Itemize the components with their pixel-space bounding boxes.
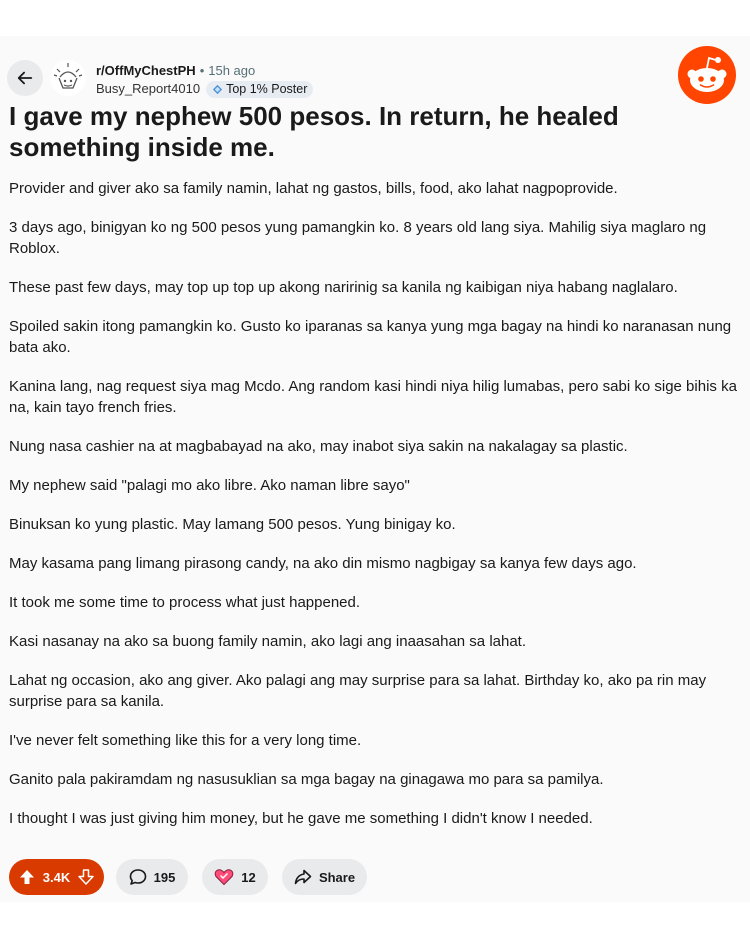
post-title: I gave my nephew 500 pesos. In return, he healed something inside me. bbox=[9, 101, 619, 162]
post-time: 15h ago bbox=[208, 63, 256, 78]
post-paragraph: May kasama pang limang pirasong candy, na ako din mismo nagbigay sa kanya few days ago. bbox=[9, 555, 637, 572]
back-button[interactable] bbox=[7, 60, 43, 96]
post-paragraph: Nung nasa cashier na at magbabayad na ako, may inabot siya sakin na nakalagay sa plastic. bbox=[9, 438, 628, 455]
flair-badge-label: Top 1% Poster bbox=[226, 82, 308, 96]
post-paragraph: I've never felt something like this for a very long time. bbox=[9, 732, 362, 749]
username-link[interactable]: Busy_Report4010 bbox=[96, 81, 201, 96]
reddit-logo bbox=[677, 45, 737, 105]
avatar-sketch-icon bbox=[51, 61, 85, 95]
award-button[interactable] bbox=[202, 859, 268, 895]
comment-bubble-icon bbox=[129, 868, 147, 886]
post-meta bbox=[96, 62, 255, 80]
user-flair-badge bbox=[206, 81, 313, 98]
subreddit-link[interactable]: r/OffMyChestPH bbox=[96, 63, 196, 78]
post-paragraph: Kanina lang, nag request siya mag Mcdo. Ang random kasi hindi niya hilig lumabas, pero sabi ko sige bihis ka na, kain tayo french fries. bbox=[9, 378, 737, 416]
post-paragraph: Binuksan ko yung plastic. May lamang 500 pesos. Yung binigay ko. bbox=[9, 516, 456, 533]
post-paragraph: My nephew said "palagi mo ako libre. Ako naman libre sayo" bbox=[9, 477, 410, 494]
awards-count: 12 bbox=[241, 869, 256, 885]
post-paragraph: These past few days, may top up top up akong naririnig sa kanila ng kaibigan niya habang naglalaro. bbox=[9, 279, 678, 296]
comments-button[interactable] bbox=[116, 859, 188, 895]
post-paragraph: Spoiled sakin itong pamangkin ko. Gusto ko iparanas sa kanya yung mga bagay na hindi ko naranasan nung bata ako. bbox=[9, 318, 732, 356]
share-button[interactable] bbox=[282, 859, 367, 895]
meta-separator: • bbox=[199, 63, 205, 78]
share-label: Share bbox=[318, 869, 356, 885]
flair-badge-icon bbox=[212, 84, 223, 95]
post-paragraph: It took me some time to process what just happened. bbox=[9, 594, 361, 611]
post-paragraph: Kasi nasanay na ako sa buong family namin, ako lagi ang inaasahan sa lahat. bbox=[9, 633, 527, 650]
post-paragraph: I thought I was just giving him money, but he gave me something I didn't know I needed. bbox=[9, 810, 593, 827]
action-bar bbox=[9, 859, 367, 895]
vote-count: 3.4K bbox=[42, 869, 71, 885]
author-line bbox=[96, 80, 313, 98]
post-body bbox=[9, 178, 737, 847]
avatar[interactable] bbox=[50, 60, 86, 96]
comments-count: 195 bbox=[153, 869, 176, 885]
vote-control bbox=[9, 859, 104, 895]
post-paragraph: 3 days ago, binigyan ko ng 500 pesos yung pamangkin ko. 8 years old lang siya. Mahilig siya maglaro ng Roblox. bbox=[9, 219, 707, 257]
post-paragraph: Lahat ng occasion, ako ang giver. Ako palagi ang may surprise para sa lahat. Birthday ko, ako pa rin may surprise para sa kanila. bbox=[9, 672, 707, 710]
post-paragraph: Ganito pala pakiramdam ng nasusuklian sa mga bagay na ginagawa mo para sa pamilya. bbox=[9, 771, 604, 788]
heart-award-icon bbox=[214, 868, 234, 886]
upvote-arrow-icon[interactable] bbox=[19, 869, 35, 885]
post-paragraph: Provider and giver ako sa family namin, lahat ng gastos, bills, food, ako lahat nagpoprovide. bbox=[9, 180, 618, 197]
share-arrow-icon bbox=[294, 868, 312, 886]
downvote-arrow-icon[interactable] bbox=[78, 869, 94, 885]
arrow-left-icon bbox=[16, 69, 34, 87]
reddit-logo-icon bbox=[677, 45, 737, 105]
